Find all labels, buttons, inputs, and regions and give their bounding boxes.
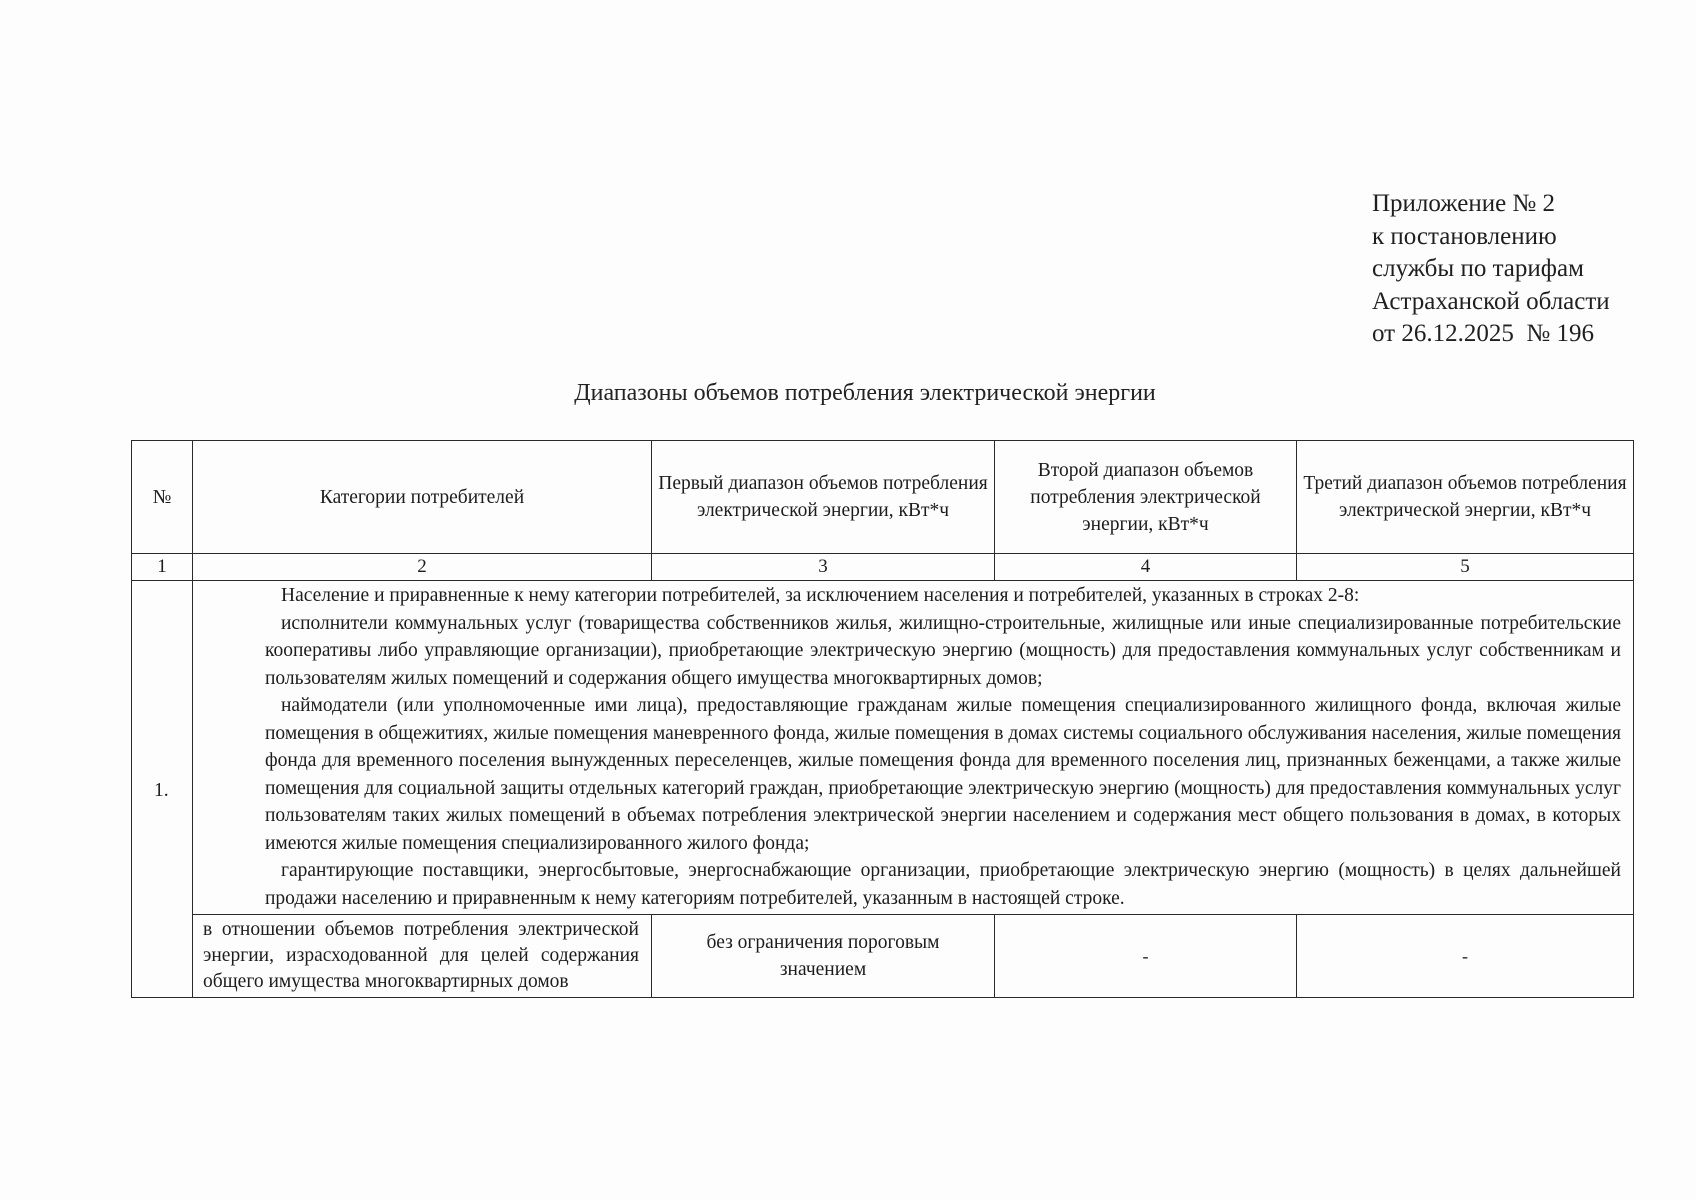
category-paragraph: наймодатели (или уполномоченные ими лица), предоставляющие гражданам жилые помещения специализированного жилищного фонда, включая жилые помещения в общежитиях, жилые помещения маневренного фонда, жилые помещения в домах системы социального обслуживания населения, жилые помещения фонда для временного поселения вынужденных переселенцев, жилые помещения фонда для временного поселения лиц, признанных беженцами, а также жилые помещения для социальной защиты отдельных категорий граждан, приобретающие электрическую энергию (мощность) для предоставления коммунальных услуг пользователям таких жилых помещений в объемах потребления электрической энергии населением и содержания мест общего пользования в домах, в которых имеются жилые помещения специализированного жилого фонда; (265, 695, 1621, 854)
appendix-line: к постановлению (1372, 222, 1557, 250)
consumption-ranges-table (131, 440, 1634, 998)
subrow-second-range: - (995, 915, 1297, 998)
header-number: № (132, 441, 193, 554)
category-paragraph: Население и приравненные к нему категории потребителей, за исключением населения и потребителей, указанных в строках 2-8: (281, 585, 1360, 606)
table-header-row (132, 441, 1634, 554)
header-categories: Категории потребителей (193, 441, 652, 554)
column-index: 3 (652, 554, 995, 581)
column-index: 1 (132, 554, 193, 581)
category-paragraph: исполнители коммунальных услуг (товарищества собственников жилья, жилищно-строительные, жилищные или иные специализированные потребительские кооперативы либо управляющие организации), приобретающие электрическую энергию (мощность) для предоставления коммунальных услуг собственникам и пользователям жилых помещений и содержания общего имущества многоквартирных домов; (265, 612, 1621, 689)
column-index: 2 (193, 554, 652, 581)
header-second-range: Второй диапазон объемов потребления электрической энергии, кВт*ч (995, 441, 1297, 554)
subrow-third-range: - (1297, 915, 1634, 998)
appendix-line: Астраханской области (1372, 287, 1610, 315)
column-index-row (132, 554, 1634, 581)
row-category-description (193, 581, 1634, 915)
document-title: Диапазоны объемов потребления электрической энергии (574, 380, 1156, 406)
column-index: 4 (995, 554, 1297, 581)
header-third-range: Третий диапазон объемов потребления электрической энергии, кВт*ч (1297, 441, 1634, 554)
header-first-range: Первый диапазон объемов потребления электрической энергии, кВт*ч (652, 441, 995, 554)
appendix-line: Приложение № 2 (1372, 190, 1556, 217)
category-paragraph: гарантирующие поставщики, энергосбытовые, энергоснабжающие организации, приобретающие электрическую энергию (мощность) в целях дальнейшей продажи населению и приравненным к нему категориям потребителей, указанным в настоящей строке. (265, 860, 1621, 909)
table-subrow (132, 915, 1634, 998)
appendix-block (1372, 188, 1610, 351)
column-index: 5 (1297, 554, 1634, 581)
subrow-category: в отношении объемов потребления электрической энергии, израсходованной для целей содержания общего имущества многоквартирных домов (193, 915, 652, 998)
appendix-line: службы по тарифам (1372, 255, 1584, 282)
subrow-first-range: без ограничения пороговым значением (652, 915, 995, 998)
appendix-line: от 26.12.2025 № 196 (1372, 320, 1594, 347)
row-number: 1. (132, 581, 193, 998)
table-row (132, 581, 1634, 915)
